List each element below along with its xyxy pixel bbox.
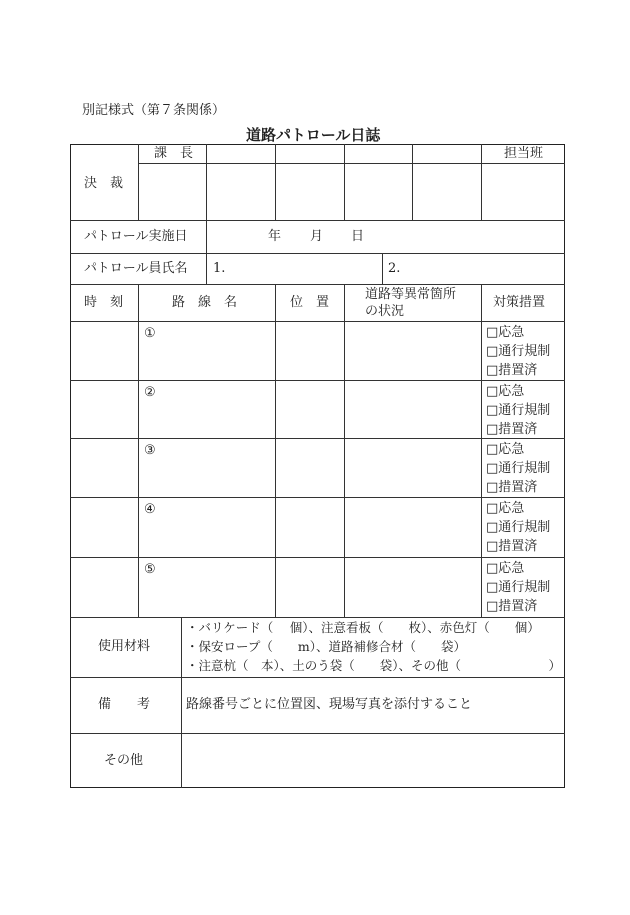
route-number: ③ xyxy=(144,443,156,458)
row-divider xyxy=(70,284,565,285)
col-divider xyxy=(206,144,207,220)
measure-emergency-checkbox[interactable]: □応急 xyxy=(486,561,525,576)
approval-header-divider xyxy=(138,163,565,164)
page-title: 道路パトロール日誌 xyxy=(246,126,381,144)
materials-line-2: ・保安ロープ（ m）、道路補修合材（ 袋） xyxy=(186,639,466,654)
measure-completed-checkbox[interactable]: □措置済 xyxy=(486,599,538,614)
col-divider xyxy=(206,220,207,253)
row-divider xyxy=(70,220,565,221)
materials-label: 使用材料 xyxy=(98,639,151,654)
col-divider xyxy=(138,284,139,617)
col-divider xyxy=(412,144,413,220)
section-chief-label: 課 長 xyxy=(154,146,194,161)
measure-traffic-control-checkbox[interactable]: □通行規制 xyxy=(486,520,551,535)
route-number: ① xyxy=(144,326,156,341)
patrol-date-label: パトロール実施日 xyxy=(84,229,188,244)
row-divider xyxy=(70,617,565,618)
col-divider xyxy=(275,284,276,617)
measure-completed-checkbox[interactable]: □措置済 xyxy=(486,539,538,554)
route-name-header: 路 線 名 xyxy=(172,295,238,310)
row-divider xyxy=(70,557,565,558)
materials-line-1: ・バリケード（ 個）、注意看板（ 枚）、赤色灯（ 個） xyxy=(186,620,540,635)
measure-emergency-checkbox[interactable]: □応急 xyxy=(486,501,525,516)
col-divider xyxy=(275,144,276,220)
row-divider xyxy=(70,733,565,734)
measure-traffic-control-checkbox[interactable]: □通行規制 xyxy=(486,461,551,476)
col-divider xyxy=(481,144,482,220)
remarks-text: 路線番号ごとに位置図、現場写真を添付すること xyxy=(186,697,473,712)
measure-emergency-checkbox[interactable]: □応急 xyxy=(486,384,525,399)
members-label: パトロール員氏名 xyxy=(84,261,188,276)
col-divider xyxy=(138,144,139,220)
member-1-field: 1. xyxy=(213,261,226,276)
col-divider xyxy=(181,617,182,788)
route-number: ⑤ xyxy=(144,562,156,577)
materials-line-3: ・注意杭（ 本）、土のう袋（ 袋）、その他（ ） xyxy=(186,658,562,673)
measures-header: 対策措置 xyxy=(493,295,546,310)
position-header: 位 置 xyxy=(290,295,330,310)
col-divider xyxy=(344,144,345,220)
measure-traffic-control-checkbox[interactable]: □通行規制 xyxy=(486,580,551,595)
col-divider xyxy=(344,284,345,617)
measure-emergency-checkbox[interactable]: □応急 xyxy=(486,442,525,457)
measure-traffic-control-checkbox[interactable]: □通行規制 xyxy=(486,344,551,359)
month-label: 月 xyxy=(310,229,324,244)
remarks-label: 備 考 xyxy=(98,697,151,712)
abnormal-status-header: 道路等異常箇所 xyxy=(365,287,457,302)
row-divider xyxy=(70,380,565,381)
time-header: 時 刻 xyxy=(84,295,124,310)
row-divider xyxy=(70,497,565,498)
form-reference: 別記様式（第７条関係） xyxy=(82,103,226,118)
measure-completed-checkbox[interactable]: □措置済 xyxy=(486,480,538,495)
member-2-field: 2. xyxy=(388,261,401,276)
row-divider xyxy=(70,677,565,678)
route-number: ④ xyxy=(144,502,156,517)
row-divider xyxy=(70,253,565,254)
row-divider xyxy=(70,321,565,322)
team-in-charge-label: 担当班 xyxy=(504,146,544,161)
col-divider xyxy=(481,284,482,617)
day-label: 日 xyxy=(351,229,365,244)
col-divider xyxy=(382,253,383,284)
other-label: その他 xyxy=(104,753,144,768)
measure-completed-checkbox[interactable]: □措置済 xyxy=(486,363,538,378)
col-divider xyxy=(206,253,207,284)
measure-completed-checkbox[interactable]: □措置済 xyxy=(486,422,538,437)
measure-traffic-control-checkbox[interactable]: □通行規制 xyxy=(486,403,551,418)
abnormal-status-header-line2: の状況 xyxy=(365,304,405,319)
approval-label: 決 裁 xyxy=(84,176,124,191)
route-number: ② xyxy=(144,385,156,400)
year-label: 年 xyxy=(268,229,282,244)
measure-emergency-checkbox[interactable]: □応急 xyxy=(486,325,525,340)
